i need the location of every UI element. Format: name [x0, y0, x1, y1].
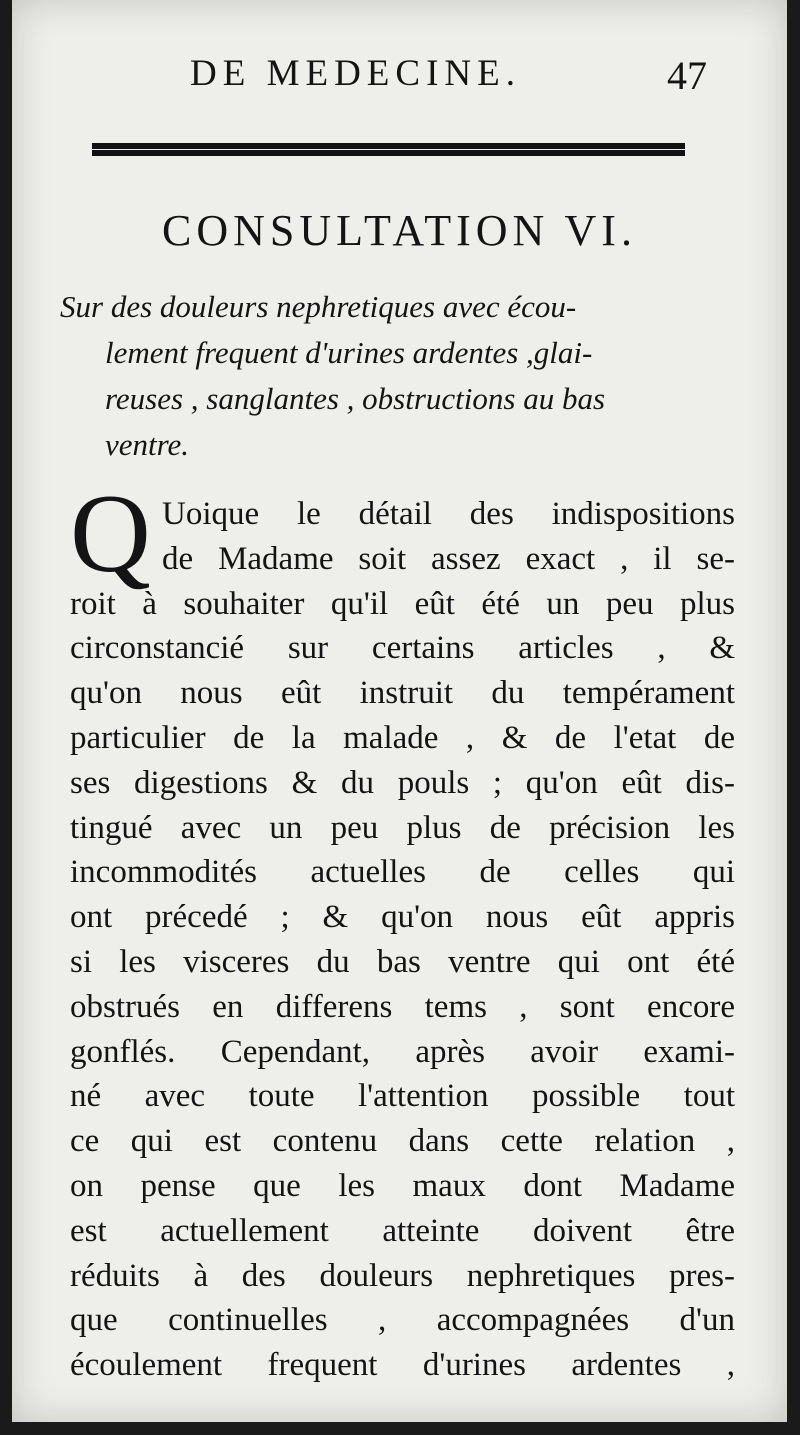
body-line: gonflés. Cependant, après avoir exami-: [70, 1033, 735, 1070]
body-line: on pense que les maux dont Madame: [70, 1167, 735, 1204]
body-line: incommodités actuelles de celles qui: [70, 854, 735, 891]
body-line: ont précedé ; & qu'on nous eût appris: [70, 899, 735, 936]
body-line: particulier de la malade , & de l'etat de: [70, 719, 735, 756]
drop-cap: Q: [70, 472, 151, 596]
page-number: 47: [667, 53, 707, 98]
body-line: ses digestions & du pouls ; qu'on eût dis-: [70, 764, 735, 801]
body-line: obstrués en differens tems , sont encore: [70, 988, 735, 1025]
body-line: circonstancié sur certains articles , &: [70, 630, 735, 667]
summary-line: Sur des douleurs nephretiques avec écou-: [60, 289, 577, 324]
double-rule-divider: [92, 143, 685, 156]
body-line: écoulement frequent d'urines ardentes ,: [70, 1347, 735, 1384]
body-line: ce qui est contenu dans cette relation ,: [70, 1123, 735, 1160]
page-header: [12, 52, 787, 102]
summary-line: lement frequent d'urines ardentes ,glai-: [105, 335, 593, 370]
body-line: Uoique le détail des indispositions: [162, 496, 735, 532]
body-line: si les visceres du bas ventre qui ont été: [70, 943, 735, 980]
summary-line: reuses , sanglantes , obstructions au bas: [105, 381, 606, 416]
body-line: de Madame soit assez exact , il se-: [162, 540, 735, 577]
body-text: [70, 472, 735, 1388]
body-line: est actuellement atteinte doivent être: [70, 1212, 735, 1249]
summary-line: ventre.: [105, 427, 190, 462]
body-line: roit à souhaiter qu'il eût été un peu plus: [70, 585, 735, 622]
section-summary: [60, 284, 730, 468]
running-title: DE MEDECINE.: [190, 53, 521, 94]
body-line: réduits à des douleurs nephretiques pres-: [70, 1257, 735, 1294]
section-heading: CONSULTATION VI.: [162, 206, 637, 255]
body-line: né avec toute l'attention possible tout: [70, 1078, 735, 1115]
book-page: [12, 0, 787, 1422]
body-line: que continuelles , accompagnées d'un: [70, 1302, 735, 1339]
body-line: qu'on nous eût instruit du tempérament: [70, 675, 735, 712]
body-line: tingué avec un peu plus de précision les: [70, 809, 735, 846]
